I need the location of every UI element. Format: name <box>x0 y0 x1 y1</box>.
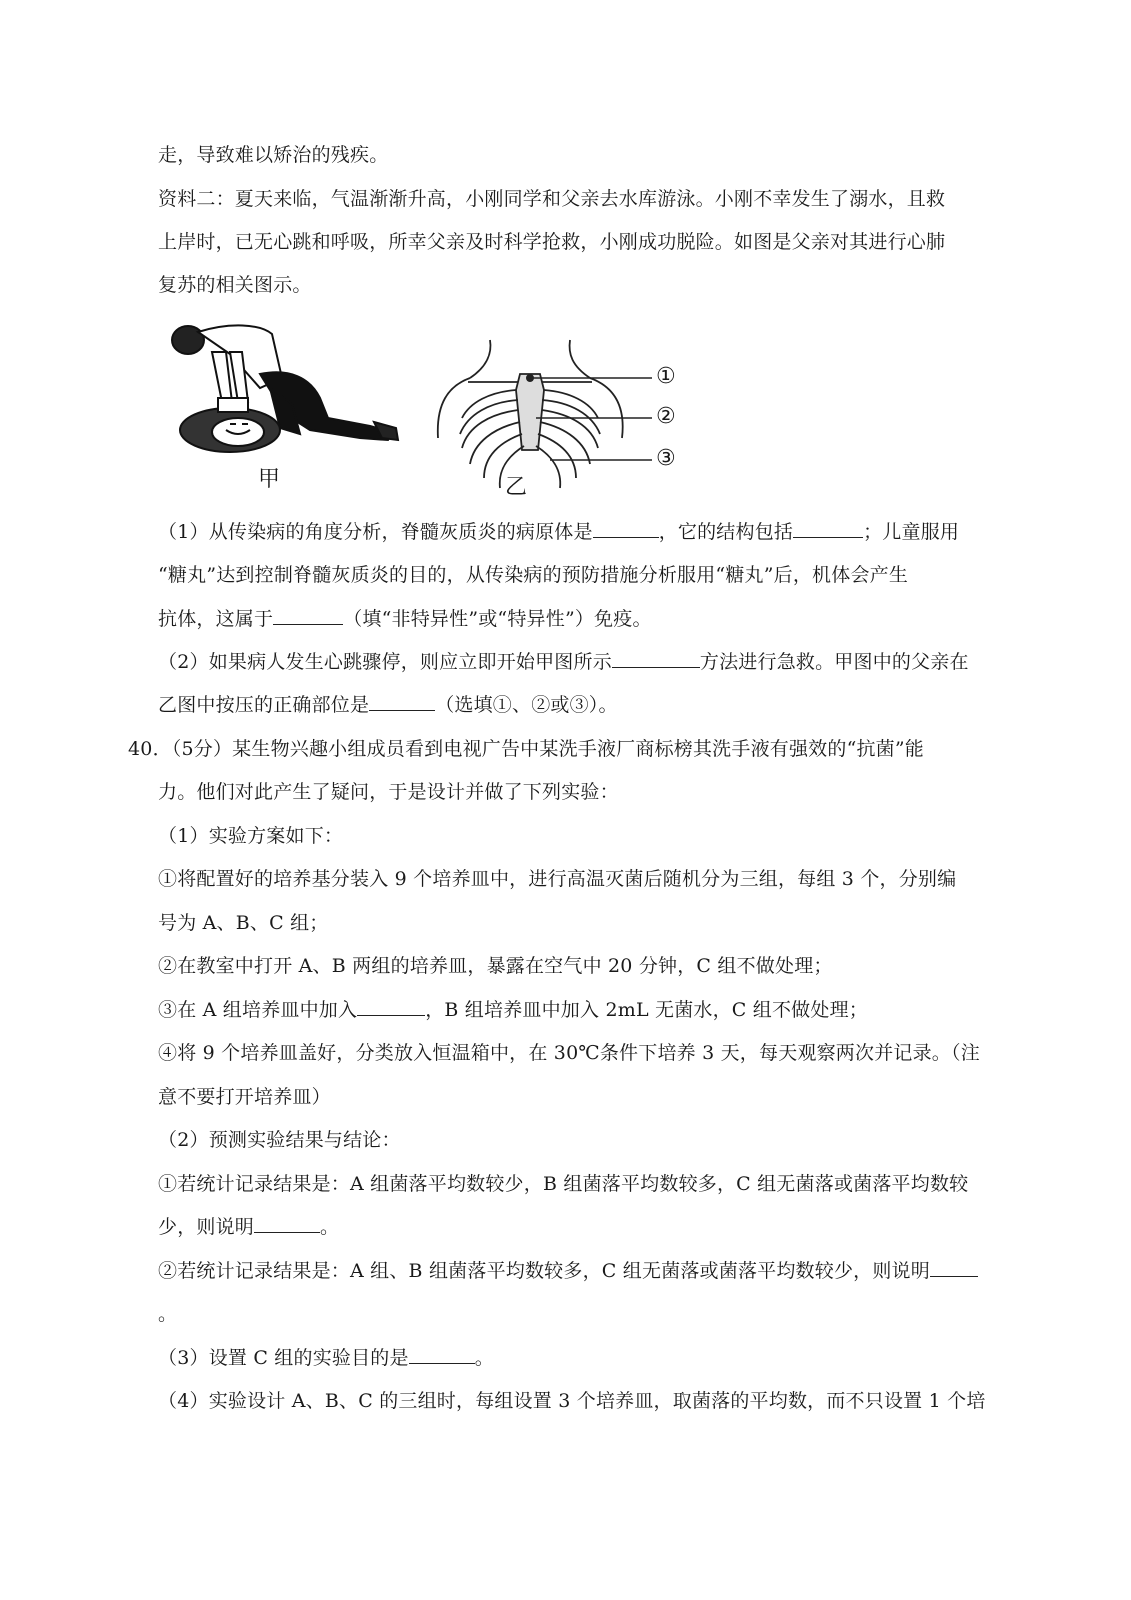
question-1-line-3: 抗体，这属于 （填“非特异性”或“特异性”）免疫。 <box>158 608 652 630</box>
marker-2: ② <box>656 404 676 429</box>
answer-blank <box>273 606 343 625</box>
result-2-line-1: ②若统计记录结果是：A 组、B 组菌落平均数较多，C 组无菌落或菌落平均数较少，则说明 <box>158 1258 978 1284</box>
marker-1: ① <box>656 364 676 389</box>
answer-blank <box>409 1345 475 1364</box>
result-1-line-2: 少，则说明 。 <box>158 1216 340 1238</box>
text-line-3: 上岸时，已无心跳和呼吸，所幸父亲及时科学抢救，小刚成功脱险。如图是父亲对其进行心肺 <box>158 231 946 253</box>
step-3: ③在 A 组培养皿中加入 ，B 组培养皿中加入 2mL 无菌水，C 组不做处理； <box>158 999 868 1021</box>
step-1-line-1: ①将配置好的培养基分装入 9 个培养皿中，进行高温灭菌后随机分为三组，每组 3 个，分别编 <box>158 868 957 890</box>
results-heading: （2）预测实验结果与结论： <box>158 1129 401 1151</box>
text-line-4: 复苏的相关图示。 <box>158 274 312 296</box>
answer-blank <box>930 1258 978 1277</box>
text-line-2: 资料二：夏天来临，气温渐渐升高，小刚同学和父亲去水库游泳。小刚不幸发生了溺水，且救 <box>158 188 946 210</box>
step-2: ②在教室中打开 A、B 两组的培养皿，暴露在空气中 20 分钟，C 组不做处理； <box>158 955 833 977</box>
question-3: （3）设置 C 组的实验目的是 。 <box>158 1347 494 1369</box>
problem-40-line-3: （1）实验方案如下： <box>158 825 344 847</box>
question-2-line-2: 乙图中按压的正确部位是 （选填①、②或③）。 <box>158 694 618 716</box>
question-4: （4）实验设计 A、B、C 的三组时，每组设置 3 个培养皿，取菌落的平均数，而不只设置 1 个培 <box>158 1390 986 1412</box>
answer-blank <box>254 1214 320 1233</box>
step-4-line-2: 意不要打开培养皿） <box>158 1086 331 1108</box>
figure-label-jia: 甲 <box>258 467 281 492</box>
figure-label-yi: 乙 <box>505 475 528 500</box>
step-4-line-1: ④将 9 个培养皿盖好，分类放入恒温箱中，在 30℃条件下培养 3 天，每天观察两次并记录。（注 <box>158 1042 980 1064</box>
problem-40-line-2: 力。他们对此产生了疑问，于是设计并做了下列实验： <box>158 781 619 803</box>
answer-blank <box>593 519 659 538</box>
answer-blank <box>793 519 863 538</box>
answer-blank <box>612 649 700 668</box>
question-1-line-2: “糖丸”达到控制脊髓灰质炎的目的，从传染病的预防措施分析服用“糖丸”后，机体会产生 <box>158 564 909 586</box>
result-1-line-1: ①若统计记录结果是：A 组菌落平均数较少，B 组菌落平均数较多，C 组无菌落或菌落平均数较 <box>158 1173 969 1195</box>
cpr-figure-jia <box>160 318 405 493</box>
result-2-line-2: 。 <box>158 1303 178 1325</box>
question-1-line-1: （1）从传染病的角度分析，脊髓灰质炎的病原体是 ，它的结构包括 ；儿童服用 <box>158 521 960 543</box>
text-line-1: 走，导致难以矫治的残疾。 <box>158 144 389 166</box>
answer-blank <box>369 692 435 711</box>
problem-40-line-1: 40．（5分）某生物兴趣小组成员看到电视广告中某洗手液厂商标榜其洗手液有强效的“抗菌”能 <box>128 738 924 760</box>
answer-blank <box>357 997 425 1016</box>
question-2-line-1: （2）如果病人发生心跳骤停，则应立即开始甲图所示 方法进行急救。甲图中的父亲在 <box>158 651 969 673</box>
marker-3: ③ <box>656 446 676 471</box>
step-1-line-2: 号为 A、B、C 组； <box>158 912 329 934</box>
